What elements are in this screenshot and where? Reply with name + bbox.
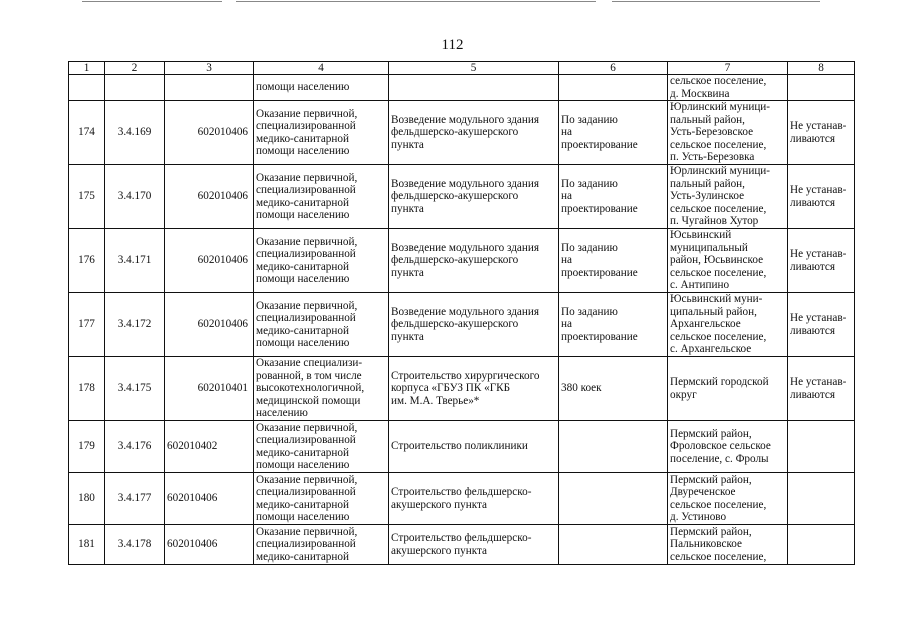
row-service-line: медицинской помощи: [256, 394, 361, 407]
row-service-line: помощи населению: [256, 144, 350, 157]
page-number: 112: [441, 37, 464, 53]
row-service-line: медико-санитарной: [256, 498, 349, 511]
row-service-line: медико-санитарной: [256, 196, 349, 209]
row-object-line: Строительство поликлиники: [391, 440, 528, 453]
row-note: [788, 293, 855, 357]
row-service-line: высокотехнологичной,: [256, 382, 365, 395]
row-location-line: Усть-Березовское: [670, 126, 754, 139]
row-okpd-code: 602010406: [165, 293, 254, 357]
row-capacity: [559, 357, 668, 421]
table-row: [69, 101, 855, 165]
row-location-line: Пальниковское: [670, 538, 743, 551]
row-service-line: Оказание специализи-: [256, 357, 363, 370]
row-service-line: медико-санитарной: [256, 132, 349, 145]
row-service-line: рованной, в том числе: [256, 369, 362, 382]
row-service: [254, 293, 389, 357]
row-note-line: Не устанав-: [790, 120, 847, 133]
row-note: [788, 357, 855, 421]
row-service-line: специализированной: [256, 248, 356, 261]
row-object: [389, 165, 559, 229]
header-row: [69, 62, 855, 75]
row-service-line: специализированной: [256, 120, 356, 133]
row-object: [389, 525, 559, 565]
continuation-location: [668, 75, 788, 101]
row-note: [788, 421, 855, 473]
row-service-line: Оказание первичной,: [256, 421, 358, 434]
row-location-line: пальный район,: [670, 113, 745, 126]
row-note-line: ливаются: [790, 132, 836, 145]
row-service: [254, 421, 389, 473]
row-location-line: п. Чугайнов Хутор: [670, 215, 759, 228]
row-code: 3.4.171: [105, 229, 165, 293]
row-service-line: помощи населению: [256, 510, 350, 523]
row-service-line: специализированной: [256, 434, 356, 447]
row-okpd-code: 602010406: [165, 101, 254, 165]
row-capacity: [559, 293, 668, 357]
row-location-line: Архангельское: [670, 318, 741, 331]
header-col-6: 6: [559, 62, 668, 75]
row-service-line: помощи населению: [256, 336, 350, 349]
continuation-location-line: д. Москвина: [670, 87, 730, 100]
row-okpd-code: 602010406: [165, 473, 254, 525]
row-location-line: Юрлинский муници-: [670, 101, 771, 114]
row-location-line: с. Антипино: [670, 279, 730, 292]
row-service: [254, 357, 389, 421]
row-note-line: ливаются: [790, 260, 836, 273]
row-number: 179: [69, 421, 105, 473]
row-location: [668, 165, 788, 229]
header-col-8: 8: [788, 62, 855, 75]
continuation-row: [69, 75, 855, 101]
row-object-line: пункта: [391, 138, 424, 151]
row-object-line: Возведение модульного здания: [391, 113, 540, 126]
row-service-line: специализированной: [256, 312, 356, 325]
row-okpd-code: 602010406: [165, 229, 254, 293]
row-location-line: сельское поселение,: [670, 138, 767, 151]
row-location: [668, 525, 788, 565]
row-capacity: [559, 525, 668, 565]
header-col-1: 1: [69, 62, 105, 75]
row-number: 177: [69, 293, 105, 357]
row-capacity-line: По заданию: [561, 241, 618, 254]
row-service-line: населению: [256, 407, 308, 420]
row-service-line: помощи населению: [256, 458, 350, 471]
row-location-line: Пермский городской: [670, 376, 769, 389]
row-service-line: Оказание первичной,: [256, 235, 358, 248]
row-object: [389, 229, 559, 293]
row-service-line: помощи населению: [256, 208, 350, 221]
row-service: [254, 229, 389, 293]
row-location-line: Юсьвинский муни-: [670, 293, 763, 306]
row-service-line: Оказание первичной,: [256, 299, 358, 312]
row-note: [788, 229, 855, 293]
row-code: 3.4.175: [105, 357, 165, 421]
row-location-line: Фроловское сельское: [670, 440, 771, 453]
row-note-line: Не устанав-: [790, 248, 847, 261]
row-capacity-line: По заданию: [561, 113, 618, 126]
continuation-service: помощи населению: [254, 75, 389, 101]
row-service: [254, 165, 389, 229]
row-okpd-code: 602010406: [165, 165, 254, 229]
row-object-line: Возведение модульного здания: [391, 241, 540, 254]
row-location-line: поселение, с. Фролы: [670, 452, 769, 465]
row-location-line: п. Усть-Березовка: [670, 151, 755, 164]
row-capacity-line: 380 коек: [561, 382, 602, 395]
row-location-line: Пермский район,: [670, 473, 752, 486]
row-object: [389, 101, 559, 165]
row-service: [254, 525, 389, 565]
row-location-line: Пермский район,: [670, 427, 752, 440]
row-service-line: Оказание первичной,: [256, 107, 358, 120]
row-service-line: специализированной: [256, 538, 356, 551]
row-location: [668, 229, 788, 293]
row-service-line: Оказание первичной,: [256, 525, 358, 538]
row-capacity: [559, 165, 668, 229]
row-number: 176: [69, 229, 105, 293]
row-location-line: пальный район,: [670, 177, 745, 190]
table-row: [69, 525, 855, 565]
row-object-line: Строительство фельдшерско-: [391, 532, 532, 545]
row-object-line: акушерского пункта: [391, 544, 487, 557]
row-capacity-line: По заданию: [561, 305, 618, 318]
row-location-line: сельское поселение,: [670, 550, 767, 563]
row-object-line: корпуса «ГБУЗ ПК «ГКБ: [391, 382, 511, 395]
row-object-line: акушерского пункта: [391, 498, 487, 511]
row-object-line: Возведение модульного здания: [391, 177, 540, 190]
row-object-line: Возведение модульного здания: [391, 305, 540, 318]
row-location-line: Усть-Зулинское: [670, 190, 745, 203]
row-object-line: фельдшерско-акушерского: [391, 126, 519, 139]
row-number: 181: [69, 525, 105, 565]
row-capacity-line: на: [561, 190, 572, 203]
row-object-line: фельдшерско-акушерского: [391, 318, 519, 331]
header-col-2: 2: [105, 62, 165, 75]
row-object-line: фельдшерско-акушерского: [391, 254, 519, 267]
row-object-line: им. М.А. Тверье»*: [391, 394, 480, 407]
row-object-line: пункта: [391, 330, 424, 343]
objects-table: [68, 61, 855, 565]
row-note: [788, 525, 855, 565]
row-object-line: пункта: [391, 202, 424, 215]
header-col-4: 4: [254, 62, 389, 75]
row-location-line: сельское поселение,: [670, 266, 767, 279]
row-location-line: район, Юсьвинское: [670, 254, 764, 267]
row-capacity-line: По заданию: [561, 177, 618, 190]
row-service-line: специализированной: [256, 486, 356, 499]
page-top-rule: [0, 0, 905, 4]
row-location-line: сельское поселение,: [670, 330, 767, 343]
table-row: [69, 421, 855, 473]
row-object: [389, 473, 559, 525]
row-capacity-line: на: [561, 318, 572, 331]
row-code: 3.4.178: [105, 525, 165, 565]
row-location-line: Юсьвинский: [670, 229, 732, 242]
row-capacity: [559, 229, 668, 293]
row-note-line: ливаются: [790, 324, 836, 337]
row-location: [668, 101, 788, 165]
row-location: [668, 473, 788, 525]
table-row: [69, 473, 855, 525]
row-location: [668, 357, 788, 421]
row-object-line: пункта: [391, 266, 424, 279]
row-service-line: медико-санитарной: [256, 260, 349, 273]
row-code: 3.4.177: [105, 473, 165, 525]
row-note-line: Не устанав-: [790, 184, 847, 197]
row-location-line: Двуреченское: [670, 486, 736, 499]
row-capacity-line: проектирование: [561, 138, 638, 151]
row-object-line: фельдшерско-акушерского: [391, 190, 519, 203]
row-capacity: [559, 101, 668, 165]
row-location-line: округ: [670, 388, 697, 401]
row-service: [254, 101, 389, 165]
row-service-line: Оказание первичной,: [256, 171, 358, 184]
row-capacity: [559, 421, 668, 473]
row-object: [389, 421, 559, 473]
row-note: [788, 165, 855, 229]
row-service-line: специализированной: [256, 184, 356, 197]
row-location-line: Пермский район,: [670, 525, 752, 538]
header-col-5: 5: [389, 62, 559, 75]
row-capacity-line: проектирование: [561, 202, 638, 215]
row-object-line: Строительство фельдшерско-: [391, 486, 532, 499]
row-note-line: Не устанав-: [790, 312, 847, 325]
continuation-location-line: сельское поселение,: [670, 75, 767, 88]
row-location: [668, 293, 788, 357]
row-capacity: [559, 473, 668, 525]
row-okpd-code: 602010402: [165, 421, 254, 473]
row-number: 178: [69, 357, 105, 421]
row-note-line: Не устанав-: [790, 376, 847, 389]
row-service-line: медико-санитарной: [256, 446, 349, 459]
row-location-line: Юрлинский муници-: [670, 165, 771, 178]
row-object: [389, 293, 559, 357]
row-code: 3.4.170: [105, 165, 165, 229]
row-okpd-code: 602010401: [165, 357, 254, 421]
row-location-line: муниципальный: [670, 241, 748, 254]
row-location-line: сельское поселение,: [670, 498, 767, 511]
row-code: 3.4.169: [105, 101, 165, 165]
row-number: 175: [69, 165, 105, 229]
table-row: [69, 293, 855, 357]
table-row: [69, 357, 855, 421]
row-okpd-code: 602010406: [165, 525, 254, 565]
row-note: [788, 101, 855, 165]
row-location-line: с. Архангельское: [670, 343, 752, 356]
row-service-line: медико-санитарной: [256, 550, 349, 563]
row-location: [668, 421, 788, 473]
table-row: [69, 229, 855, 293]
row-service: [254, 473, 389, 525]
row-note-line: ливаются: [790, 388, 836, 401]
row-location-line: д. Устиново: [670, 510, 727, 523]
header-col-7: 7: [668, 62, 788, 75]
row-service-line: помощи населению: [256, 272, 350, 285]
table-row: [69, 165, 855, 229]
row-service-line: Оказание первичной,: [256, 473, 358, 486]
row-code: 3.4.176: [105, 421, 165, 473]
row-location-line: сельское поселение,: [670, 202, 767, 215]
row-number: 180: [69, 473, 105, 525]
row-code: 3.4.172: [105, 293, 165, 357]
row-location-line: ципальный район,: [670, 305, 757, 318]
row-capacity-line: на: [561, 254, 572, 267]
row-object: [389, 357, 559, 421]
row-note-line: ливаются: [790, 196, 836, 209]
header-col-3: 3: [165, 62, 254, 75]
row-capacity-line: на: [561, 126, 572, 139]
row-object-line: Строительство хирургического: [391, 369, 540, 382]
row-service-line: медико-санитарной: [256, 324, 349, 337]
row-capacity-line: проектирование: [561, 330, 638, 343]
row-capacity-line: проектирование: [561, 266, 638, 279]
row-note: [788, 473, 855, 525]
row-number: 174: [69, 101, 105, 165]
